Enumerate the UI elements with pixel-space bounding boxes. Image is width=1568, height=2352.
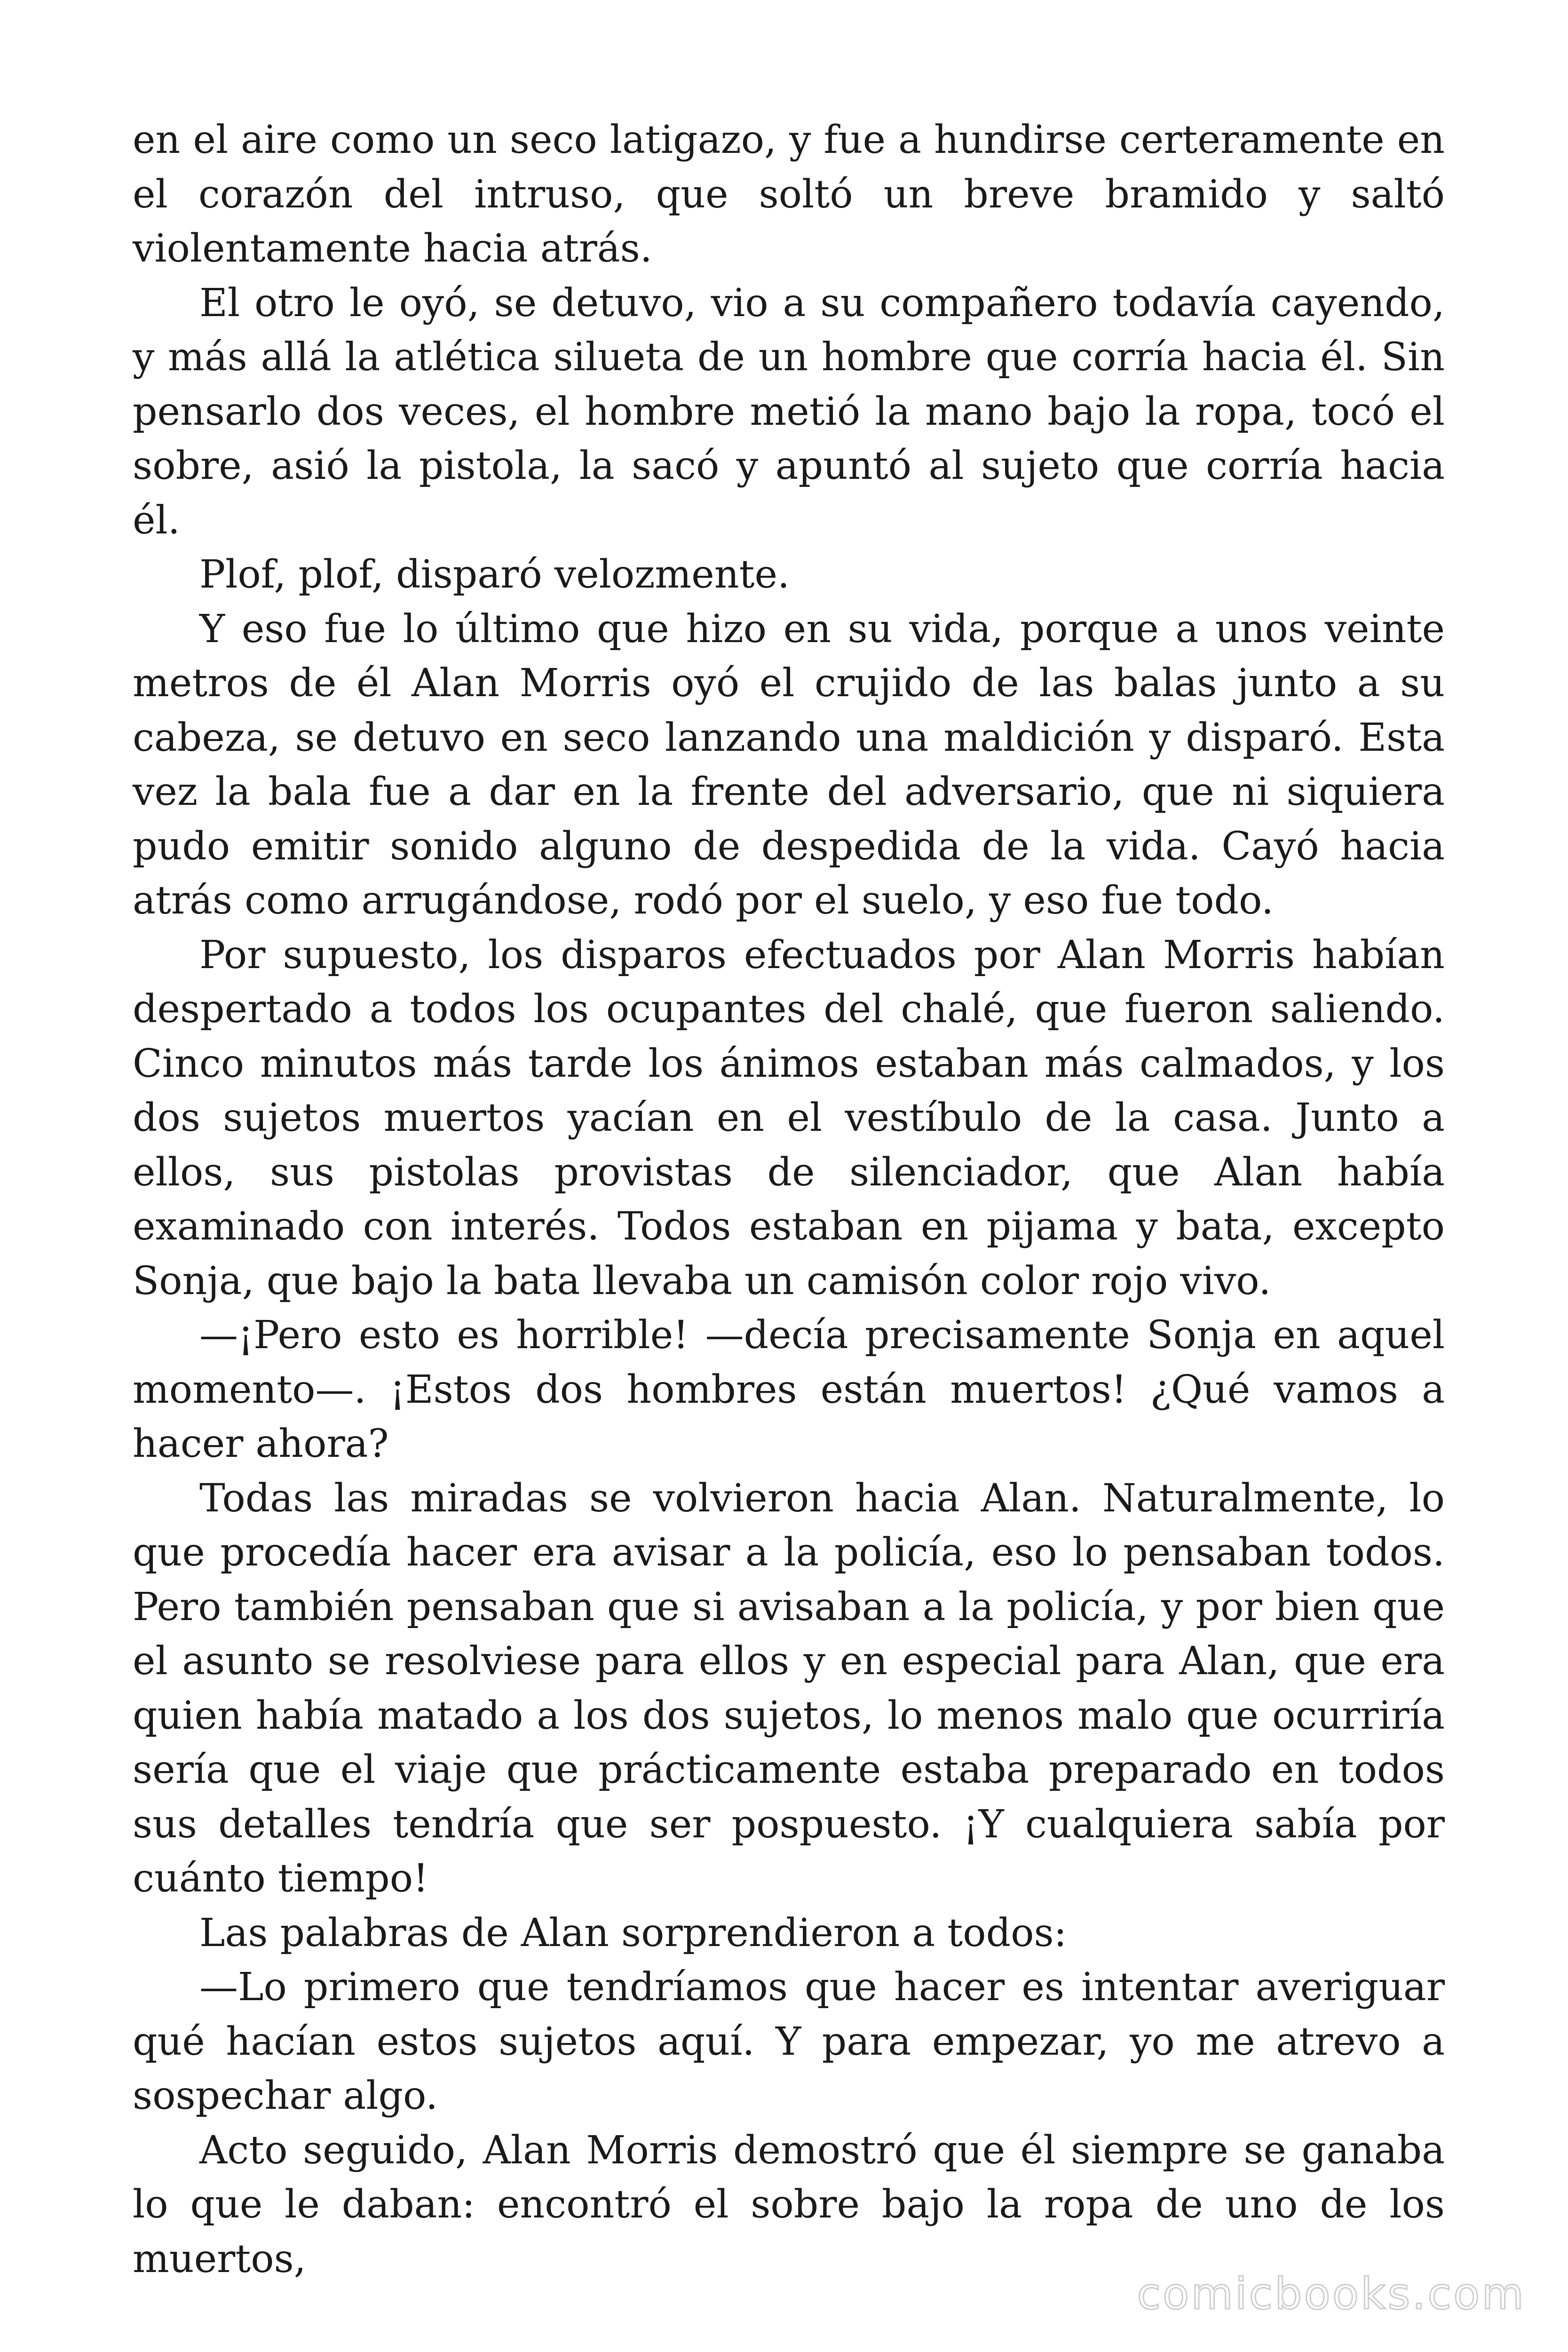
paragraph-1: en el aire como un seco latigazo, y fue a hundirse certeramente en el corazón del intruso, que soltó un breve bramido y saltó violentamente hacia atrás. — [133, 118, 1445, 271]
paragraph-3: Plof, plof, disparó velozmente. — [199, 552, 790, 597]
paragraph-4: Y eso fue lo último que hizo en su vida, porque a unos veinte metros de él Alan Morris oyó el crujido de las balas junto a su cabeza, se detuvo en seco lanzando una maldición y disparó. Esta vez la bala fue a dar en la frente del adversario, que ni siquiera pudo emitir sonido alguno de despedida de la vida. Cayó hacia atrás como arrugándose, rodó por el suelo, y eso fue todo. — [133, 606, 1445, 923]
paragraph-6: —¡Pero esto es horrible! —decía precisamente Sonja en aquel momento—. ¡Estos dos hombres están muertos! ¿Qué vamos a hacer ahora? — [133, 1313, 1445, 1466]
paragraph-2: El otro le oyó, se detuvo, vio a su compañero todavía cayendo, y más allá la atlética silueta de un hombre que corría hacia él. Sin pensarlo dos veces, el hombre metió la mano bajo la ropa, tocó el sobre, asió la pistola, la sacó y apuntó al sujeto que corría hacia él. — [133, 280, 1445, 543]
paragraph-10: Acto seguido, Alan Morris demostró que él siempre se ganaba lo que le daban: encontró el sobre bajo la ropa de uno de los muertos, — [133, 2128, 1445, 2281]
paragraph-7: Todas las miradas se volvieron hacia Alan. Naturalmente, lo que procedía hacer era avisar a la policía, eso lo pensaban todos. Pero también pensaban que si avisaban a la policía, y por bien que el asunto se resolviese para ellos y en especial para Alan, que era quien había matado a los dos sujetos, lo menos malo que ocurriría sería que el viaje que prácticamente estaba preparado en todos sus detalles tendría que ser pospuesto. ¡Y cualquiera sabía por cuánto tiempo! — [133, 1476, 1445, 1901]
paragraph-8: Las palabras de Alan sorprendieron a todos: — [199, 1910, 1067, 1955]
page-body — [133, 113, 1445, 2286]
paragraph-9: —Lo primero que tendríamos que hacer es intentar averiguar qué hacían estos sujetos aquí. Y para empezar, yo me atrevo a sospechar algo. — [133, 1965, 1445, 2118]
watermark-text: comicbooks.com — [1137, 2269, 1526, 2319]
paragraph-5: Por supuesto, los disparos efectuados por Alan Morris habían despertado a todos los ocupantes del chalé, que fueron saliendo. Cinco minutos más tarde los ánimos estaban más calmados, y los dos sujetos muertos yacían en el vestíbulo de la casa. Junto a ellos, sus pistolas provistas de silenciador, que Alan había examinado con interés. Todos estaban en pijama y bata, excepto Sonja, que bajo la bata llevaba un camisón color rojo vivo. — [133, 932, 1445, 1303]
